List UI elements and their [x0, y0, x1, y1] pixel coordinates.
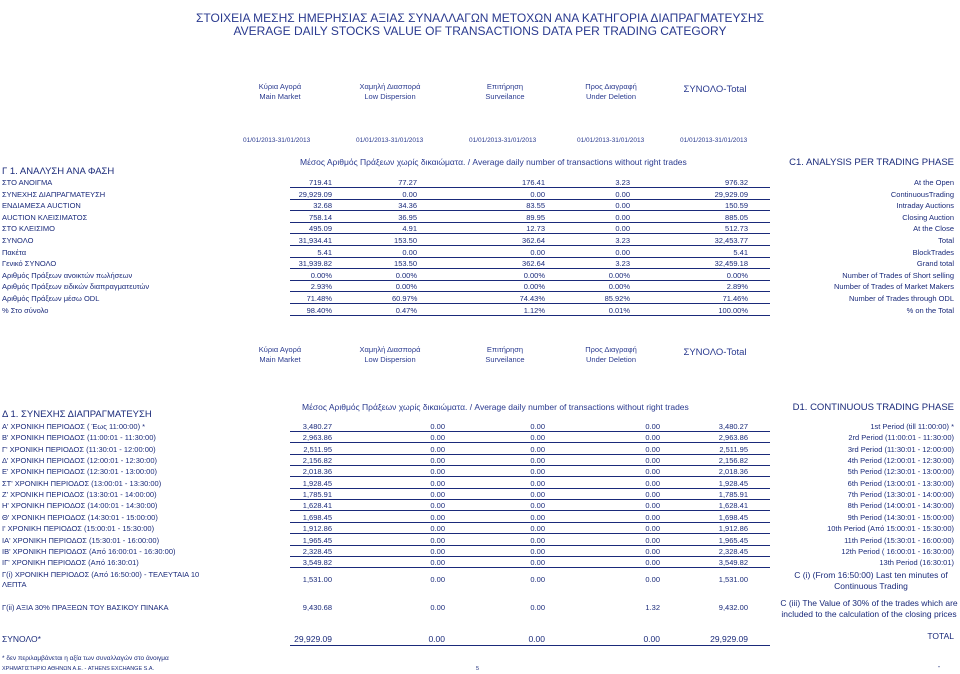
date-range: 01/01/2013-31/01/2013	[356, 137, 424, 144]
row-rule	[290, 465, 770, 466]
total-rule	[290, 645, 770, 646]
row-label-gr: AUCTION ΚΛΕΙΣΙΜΑΤΟΣ	[2, 212, 88, 222]
cell-total: 1,628.41	[718, 501, 748, 511]
cell-low-dispersion: 0.00	[402, 189, 417, 199]
cell-main-market: 2,156.82	[302, 456, 332, 466]
cell-under-deletion: 0.00	[645, 422, 660, 431]
cell-under-deletion: 0.00	[615, 189, 630, 199]
row-label-gr: Γενικό ΣΥΝΟΛΟ	[2, 259, 57, 269]
row-label-en: 9th Period (14:30:01 - 15:00:00)	[847, 512, 954, 522]
cell-main-market: 1,965.45	[302, 535, 332, 545]
cell-surveilance: 0.00	[530, 490, 545, 500]
row-label-gr: Αριθμός Πράξεων ειδικών διαπραγματευτών	[2, 282, 150, 292]
cell-main-market: 9,430.68	[302, 603, 332, 612]
cell-low-dispersion: 0.00	[430, 478, 445, 488]
cell-total: 29,929.09	[710, 634, 748, 644]
row-rule	[290, 233, 770, 234]
row-rule	[290, 545, 770, 546]
cell-total: 1,928.45	[718, 478, 748, 488]
col-header-main-market	[240, 82, 320, 102]
row-label-gr: ΣΤΟ ΑΝΟΙΓΜΑ	[2, 178, 53, 187]
cell-total: 2,328.45	[718, 546, 748, 556]
col-header-gr: Προς Διαγραφή	[585, 82, 637, 91]
cell-low-dispersion: 4.91	[402, 224, 417, 234]
cell-under-deletion: 0.00	[645, 456, 660, 466]
cell-main-market: 71.48%	[306, 294, 332, 303]
cell-total: 9,432.00	[718, 603, 748, 612]
cell-total: 2,018.36	[718, 467, 748, 477]
col-header-surveilance	[465, 345, 545, 365]
row-label-gr: Α' ΧΡΟΝΙΚΗ ΠΕΡΙΟΔΟΣ ( Έως 11:00:00) *	[2, 422, 146, 431]
cell-total: 1,912.86	[718, 524, 748, 534]
cell-low-dispersion: 0.00	[430, 546, 445, 556]
row-rule	[290, 245, 770, 246]
cell-surveilance: 74.43%	[519, 294, 545, 303]
cell-total: 100.00%	[718, 305, 748, 315]
cell-under-deletion: 0.00%	[608, 270, 630, 280]
cell-under-deletion: 3.23	[615, 259, 630, 269]
col-header-low-dispersion	[345, 82, 435, 102]
cell-main-market: 5.41	[317, 247, 332, 257]
row-label-gr: Δ' ΧΡΟΝΙΚΗ ΠΕΡΙΟΔΟΣ (12:00:01 - 12:30:00)	[2, 456, 158, 466]
cell-total: 3,480.27	[718, 422, 748, 431]
col-header-gr: Χαμηλή Διασπορά	[359, 345, 421, 354]
section-c-title-en: C1. ANALYSIS PER TRADING PHASE	[789, 157, 954, 168]
section-c-subtitle: Μέσος Αριθμός Πράξεων χωρίς δικαιώματα. / Average daily number of transactions without right trades	[300, 157, 687, 167]
cell-main-market: 495.09	[309, 224, 332, 234]
row-label-en: 4th Period (12:00:01 - 12:30:00)	[847, 456, 954, 466]
ci-label	[2, 570, 199, 590]
cell-under-deletion: 0.00	[645, 512, 660, 522]
cell-main-market: 29,929.09	[294, 634, 332, 644]
cell-main-market: 98.40%	[306, 305, 332, 315]
report-title-greek: ΣΤΟΙΧΕΙΑ ΜΕΣΗΣ ΗΜΕΡΗΣΙΑΣ ΑΞΙΑΣ ΣΥΝΑΛΛΑΓΩΝ ΜΕΤΟΧΩΝ ΑΝΑ ΚΑΤΗΓΟΡΙΑ ΔΙΑΠΡΑΓΜΑΤΕΥΣΗΣ	[195, 11, 765, 25]
cell-total: 1,531.00	[718, 575, 748, 584]
row-rule	[290, 257, 770, 258]
cell-total: 5.41	[733, 247, 748, 257]
cell-under-deletion: 0.00	[645, 444, 660, 454]
cell-main-market: 0.00%	[310, 270, 332, 280]
cell-surveilance: 0.00	[528, 634, 545, 644]
row-label-en: 2rd Period (11:00:01 - 11:30:00)	[848, 433, 954, 443]
cell-low-dispersion: 0.00	[402, 247, 417, 257]
row-label-en: 1st Period (till 11:00:00) *	[870, 422, 954, 431]
cell-low-dispersion: 0.00%	[395, 282, 417, 292]
cell-surveilance: 0.00	[530, 535, 545, 545]
cell-under-deletion: 0.00	[615, 224, 630, 234]
col-header-en: Low Dispersion	[364, 92, 416, 101]
col-header-gr: Κύρια Αγορά	[258, 82, 302, 91]
cell-low-dispersion: 0.47%	[395, 305, 417, 315]
row-label-en: 6th Period (13:00:01 - 13:30:00)	[847, 478, 954, 488]
row-label-en: Grand total	[916, 259, 954, 269]
section-d-subtitle: Μέσος Αριθμός Πράξεων χωρίς δικαιώματα. / Average daily number of transactions without right trades	[302, 402, 689, 412]
cell-main-market: 1,785.91	[302, 490, 332, 500]
row-label-en: Number of Trades of Market Makers	[833, 282, 954, 292]
cell-main-market: 32.68	[313, 201, 332, 211]
col-header-en: Under Deletion	[585, 92, 637, 101]
ci-label-en-line2: Continuous Trading	[834, 581, 908, 591]
row-label-en: % on the Total	[906, 305, 954, 315]
cell-main-market: 1,531.00	[302, 575, 332, 584]
section-c-title-gr: Γ 1. ΑΝΑΛΥΣΗ ΑΝΑ ΦΑΣΗ	[2, 166, 115, 177]
row-rule	[290, 303, 770, 304]
col-header-en: Surveilance	[485, 92, 525, 101]
cell-main-market: 758.14	[309, 212, 332, 222]
row-rule	[290, 315, 770, 316]
cell-main-market: 31,939.82	[298, 259, 332, 269]
cell-low-dispersion: 0.00	[430, 490, 445, 500]
row-label-gr: Ι' ΧΡΟΝΙΚΗ ΠΕΡΙΟΔΟΣ (15:00:01 - 15:30:00)	[2, 524, 155, 534]
cell-main-market: 31,934.41	[298, 236, 332, 245]
col-header-gr: Κύρια Αγορά	[258, 345, 302, 354]
cell-low-dispersion: 0.00	[430, 433, 445, 443]
row-rule	[290, 567, 770, 568]
cell-under-deletion: 0.00	[645, 575, 660, 584]
cell-under-deletion: 0.01%	[608, 305, 630, 315]
col-header-en: Under Deletion	[585, 355, 637, 364]
cell-main-market: 2,963.86	[302, 433, 332, 443]
cell-total: 2,963.86	[718, 433, 748, 443]
cell-main-market: 1,628.41	[302, 501, 332, 511]
ciii-label-en	[780, 598, 958, 620]
row-label-en: Intraday Auctions	[896, 201, 954, 211]
cell-under-deletion: 0.00%	[608, 282, 630, 292]
cell-total: 2.89%	[726, 282, 748, 292]
total-label: ΣΥΝΟΛΟ*	[2, 634, 41, 644]
row-label-gr: % Στο σύνολο	[2, 305, 49, 315]
col-header-gr: Επιτήρηση	[486, 345, 524, 354]
row-label-en: 10th Period (Από 15:00:01 - 15:30:00)	[827, 524, 954, 534]
row-rule	[290, 499, 770, 500]
cell-surveilance: 0.00	[530, 558, 545, 568]
date-range: 01/01/2013-31/01/2013	[243, 137, 311, 144]
cell-surveilance: 0.00	[530, 512, 545, 522]
cell-surveilance: 89.95	[526, 212, 545, 222]
cell-total: 2,511.95	[719, 444, 748, 454]
row-label-gr: ΣΥΝΟΛΟ	[2, 236, 34, 245]
cell-main-market: 2,018.36	[302, 467, 332, 477]
cell-surveilance: 0.00	[530, 603, 545, 612]
cell-low-dispersion: 60.97%	[392, 294, 418, 303]
cell-low-dispersion: 0.00	[430, 512, 445, 522]
col-header-gr: Επιτήρηση	[486, 82, 524, 91]
row-rule	[290, 199, 770, 200]
row-label-gr: ΙΑ' ΧΡΟΝΙΚΗ ΠΕΡΙΟΔΟΣ (15:30:01 - 16:00:00)	[2, 535, 160, 545]
cell-low-dispersion: 153.50	[394, 236, 417, 245]
ciii-label-en-line1: C (iii) The Value of 30% of the trades which are	[780, 598, 958, 608]
cell-surveilance: 0.00	[530, 456, 545, 466]
cell-under-deletion: 3.23	[615, 236, 630, 245]
cell-low-dispersion: 0.00	[430, 444, 445, 454]
ci-label-en	[788, 570, 954, 592]
row-rule	[290, 442, 770, 443]
cell-main-market: 1,912.86	[302, 524, 332, 534]
row-rule	[290, 476, 770, 477]
row-label-en: Number of Trades of Short selling	[842, 270, 954, 280]
col-header-surveilance	[465, 82, 545, 102]
row-label-en: Total	[938, 236, 954, 245]
ciii-label: Γ(ii) ΑΞΙΑ 30% ΠΡΑΞΕΩΝ ΤΟΥ ΒΑΣΙΚΟΥ ΠΙΝΑΚΑ	[2, 603, 169, 612]
cell-main-market: 1,698.45	[302, 512, 332, 522]
row-rule	[290, 291, 770, 292]
cell-under-deletion: 0.00	[645, 524, 660, 534]
col-header-low-dispersion	[345, 345, 435, 365]
cell-surveilance: 0.00%	[523, 282, 545, 292]
cell-surveilance: 1.12%	[523, 305, 545, 315]
row-label-en: 12th Period ( 16:00:01 - 16:30:00)	[841, 546, 954, 556]
cell-under-deletion: 0.00	[645, 546, 660, 556]
cell-under-deletion: 0.00	[645, 467, 660, 477]
footer-left: ΧΡΗΜΑΤΙΣΤΗΡΙΟ ΑΘΗΝΩΝ Α.Ε. - ATHENS EXCHANGE S.A.	[2, 666, 155, 672]
cell-main-market: 29,929.09	[298, 189, 332, 199]
cell-low-dispersion: 34.36	[398, 201, 417, 211]
row-label-gr: ΕΝΔΙΑΜΕΣΑ AUCTION	[2, 201, 81, 211]
row-rule	[290, 510, 770, 511]
cell-under-deletion: 0.00	[645, 501, 660, 511]
row-rule	[290, 488, 770, 489]
cell-under-deletion: 0.00	[645, 433, 660, 443]
report-title-english: AVERAGE DAILY STOCKS VALUE OF TRANSACTIONS DATA PER TRADING CATEGORY	[233, 24, 727, 38]
cell-surveilance: 0.00	[530, 575, 545, 584]
row-label-en: 8th Period (14:00:01 - 14:30:00)	[847, 501, 954, 511]
footer-right: "	[938, 666, 940, 672]
cell-under-deletion: 0.00	[615, 201, 630, 211]
cell-total: 32,453.77	[714, 236, 748, 245]
footnote: * δεν περιλαμβάνεται η αξία των συναλλαγών στο άνοιγμα	[2, 655, 169, 662]
cell-main-market: 2,328.45	[302, 546, 332, 556]
row-label-gr: Αριθμός Πράξεων ανοικτών πωλήσεων	[2, 270, 133, 280]
row-rule	[290, 454, 770, 455]
row-label-en: 3rd Period (11:30:01 - 12:00:00)	[847, 444, 954, 454]
row-rule	[290, 210, 770, 211]
row-rule	[290, 187, 770, 188]
cell-surveilance: 0.00	[530, 501, 545, 511]
col-header-en: Low Dispersion	[364, 355, 416, 364]
cell-main-market: 3,549.82	[302, 558, 332, 568]
cell-surveilance: 12.73	[526, 224, 545, 234]
cell-surveilance: 0.00	[530, 433, 545, 443]
cell-total: 0.00%	[726, 270, 748, 280]
cell-low-dispersion: 0.00	[430, 558, 445, 568]
cell-under-deletion: 85.92%	[604, 294, 630, 303]
ci-label-line2: ΛΕΠΤΑ	[2, 580, 27, 589]
cell-total: 885.05	[725, 212, 748, 222]
cell-under-deletion: 0.00	[645, 558, 660, 568]
row-label-en: At the Close	[913, 224, 954, 234]
row-label-gr: Αριθμός Πράξεων μέσω ODL	[2, 294, 100, 303]
cell-surveilance: 362.64	[522, 236, 545, 245]
col-header-en: Main Market	[259, 92, 301, 101]
cell-surveilance: 0.00	[530, 247, 545, 257]
date-range: 01/01/2013-31/01/2013	[577, 137, 645, 144]
cell-total: 71.46%	[722, 294, 748, 303]
col-header-total: ΣΥΝΟΛΟ-Total	[683, 347, 747, 358]
cell-surveilance: 0.00	[530, 546, 545, 556]
cell-under-deletion: 0.00	[645, 490, 660, 500]
row-label-en: ContinuousTrading	[890, 189, 954, 199]
cell-surveilance: 0.00	[530, 524, 545, 534]
cell-main-market: 2.93%	[310, 282, 332, 292]
total-label-en: TOTAL	[927, 631, 954, 641]
cell-main-market: 2,511.95	[303, 444, 332, 454]
cell-low-dispersion: 153.50	[394, 259, 417, 269]
row-label-en: At the Open	[913, 178, 954, 187]
cell-low-dispersion: 0.00	[428, 634, 445, 644]
cell-total: 150.59	[725, 201, 748, 211]
row-rule	[290, 556, 770, 557]
row-label-gr: ΣΥΝΕΧΗΣ ΔΙΑΠΡΑΓΜΑΤΕΥΣΗ	[2, 189, 106, 199]
cell-surveilance: 0.00%	[523, 270, 545, 280]
cell-total: 2,156.82	[718, 456, 748, 466]
row-label-gr: ΣΤ' ΧΡΟΝΙΚΗ ΠΕΡΙΟΔΟΣ (13:00:01 - 13:30:00)	[2, 478, 162, 488]
row-label-en: BlockTrades	[912, 247, 954, 257]
footer-page-number: 5	[476, 666, 480, 672]
col-header-under-deletion	[571, 345, 651, 365]
cell-surveilance: 0.00	[530, 444, 545, 454]
cell-low-dispersion: 0.00	[430, 456, 445, 466]
col-header-under-deletion	[571, 82, 651, 102]
date-range: 01/01/2013-31/01/2013	[469, 137, 537, 144]
row-label-gr: Γ' ΧΡΟΝΙΚΗ ΠΕΡΙΟΔΟΣ (11:30:01 - 12:00:00)	[2, 444, 156, 454]
row-label-gr: Πακέτα	[2, 247, 27, 257]
cell-surveilance: 176.41	[522, 178, 545, 187]
cell-total: 3,549.82	[718, 558, 748, 568]
cell-low-dispersion: 0.00	[430, 575, 445, 584]
cell-under-deletion: 0.00	[645, 478, 660, 488]
col-header-en: Surveilance	[485, 355, 525, 364]
row-rule	[290, 533, 770, 534]
cell-surveilance: 0.00	[530, 422, 545, 431]
row-label-gr: Β' ΧΡΟΝΙΚΗ ΠΕΡΙΟΔΟΣ (11:00:01 - 11:30:00)	[2, 433, 156, 443]
col-header-en: Main Market	[259, 355, 301, 364]
cell-low-dispersion: 0.00	[430, 524, 445, 534]
cell-main-market: 1,928.45	[302, 478, 332, 488]
cell-under-deletion: 0.00	[645, 535, 660, 545]
cell-low-dispersion: 36.95	[398, 212, 417, 222]
cell-total: 32,459.18	[714, 259, 748, 269]
cell-under-deletion: 0.00	[615, 212, 630, 222]
section-d-title-gr: Δ 1. ΣΥΝΕΧΗΣ ΔΙΑΠΡΑΓΜΑΤΕΥΣΗ	[2, 409, 152, 420]
cell-total: 976.32	[725, 178, 748, 187]
cell-total: 1,785.91	[718, 490, 748, 500]
cell-total: 1,698.45	[718, 512, 748, 522]
row-label-gr: ΙΒ' ΧΡΟΝΙΚΗ ΠΕΡΙΟΔΟΣ (Από 16:00:01 - 16:30:00)	[2, 546, 176, 556]
col-header-total: ΣΥΝΟΛΟ-Total	[683, 84, 747, 95]
row-label-en: 13th Period (16:30:01)	[879, 558, 954, 568]
cell-surveilance: 83.55	[526, 201, 545, 211]
cell-low-dispersion: 0.00	[430, 467, 445, 477]
cell-surveilance: 0.00	[530, 467, 545, 477]
row-label-en: Closing Auction	[902, 212, 954, 222]
row-rule	[290, 280, 770, 281]
cell-main-market: 719.41	[309, 178, 332, 187]
date-range: 01/01/2013-31/01/2013	[680, 137, 748, 144]
cell-under-deletion: 3.23	[615, 178, 630, 187]
row-label-en: 11th Period (15:30:01 - 16:00:00)	[844, 535, 954, 545]
row-label-gr: Ε' ΧΡΟΝΙΚΗ ΠΕΡΙΟΔΟΣ (12:30:01 - 13:00:00)	[2, 467, 157, 477]
cell-low-dispersion: 77.27	[398, 178, 417, 187]
cell-total: 29,929.09	[714, 189, 748, 199]
ciii-label-en-line2: included to the calculation of the closing prices	[781, 609, 957, 619]
cell-surveilance: 362.64	[522, 259, 545, 269]
ci-label-line1: Γ(i) ΧΡΟΝΙΚΗ ΠΕΡΙΟΔΟΣ (Από 16:50:00) - ΤΕΛΕΥΤΑΙΑ 10	[2, 570, 200, 579]
row-label-gr: Η' ΧΡΟΝΙΚΗ ΠΕΡΙΟΔΟΣ (14:00:01 - 14:30:00)	[2, 501, 158, 511]
cell-low-dispersion: 0.00	[430, 603, 445, 612]
cell-surveilance: 0.00	[530, 189, 545, 199]
col-header-gr: Χαμηλή Διασπορά	[359, 82, 421, 91]
cell-low-dispersion: 0.00	[430, 422, 445, 431]
row-label-en: Number of Trades through ODL	[848, 294, 954, 303]
cell-main-market: 3,480.27	[302, 422, 332, 431]
cell-under-deletion: 1.32	[645, 603, 660, 612]
cell-total: 512.73	[725, 224, 748, 234]
cell-low-dispersion: 0.00	[430, 501, 445, 511]
row-rule	[290, 522, 770, 523]
cell-low-dispersion: 0.00%	[395, 270, 417, 280]
cell-under-deletion: 0.00	[643, 634, 660, 644]
row-label-gr: Ζ' ΧΡΟΝΙΚΗ ΠΕΡΙΟΔΟΣ (13:30:01 - 14:00:00)	[2, 490, 157, 500]
section-d-title-en: D1. CONTINUOUS TRADING PHASE	[792, 402, 954, 413]
row-rule	[290, 431, 770, 432]
cell-surveilance: 0.00	[530, 478, 545, 488]
row-label-gr: Θ' ΧΡΟΝΙΚΗ ΠΕΡΙΟΔΟΣ (14:30:01 - 15:00:00)	[2, 512, 158, 522]
cell-total: 1,965.45	[718, 535, 748, 545]
ci-label-en-line1: C (i) (From 16:50:00) Last ten minutes of	[794, 570, 948, 580]
cell-low-dispersion: 0.00	[430, 535, 445, 545]
row-label-gr: ΣΤΟ ΚΛΕΙΣΙΜΟ	[2, 224, 55, 234]
row-rule	[290, 222, 770, 223]
col-header-main-market	[240, 345, 320, 365]
col-header-gr: Προς Διαγραφή	[585, 345, 637, 354]
row-label-gr: ΙΓ' ΧΡΟΝΙΚΗ ΠΕΡΙΟΔΟΣ (Από 16:30:01)	[2, 558, 139, 568]
cell-under-deletion: 0.00	[615, 247, 630, 257]
row-label-en: 5th Period (12:30:01 - 13:00:00)	[847, 467, 954, 477]
row-label-en: 7th Period (13:30:01 - 14:00:00)	[847, 490, 954, 500]
row-rule	[290, 268, 770, 269]
